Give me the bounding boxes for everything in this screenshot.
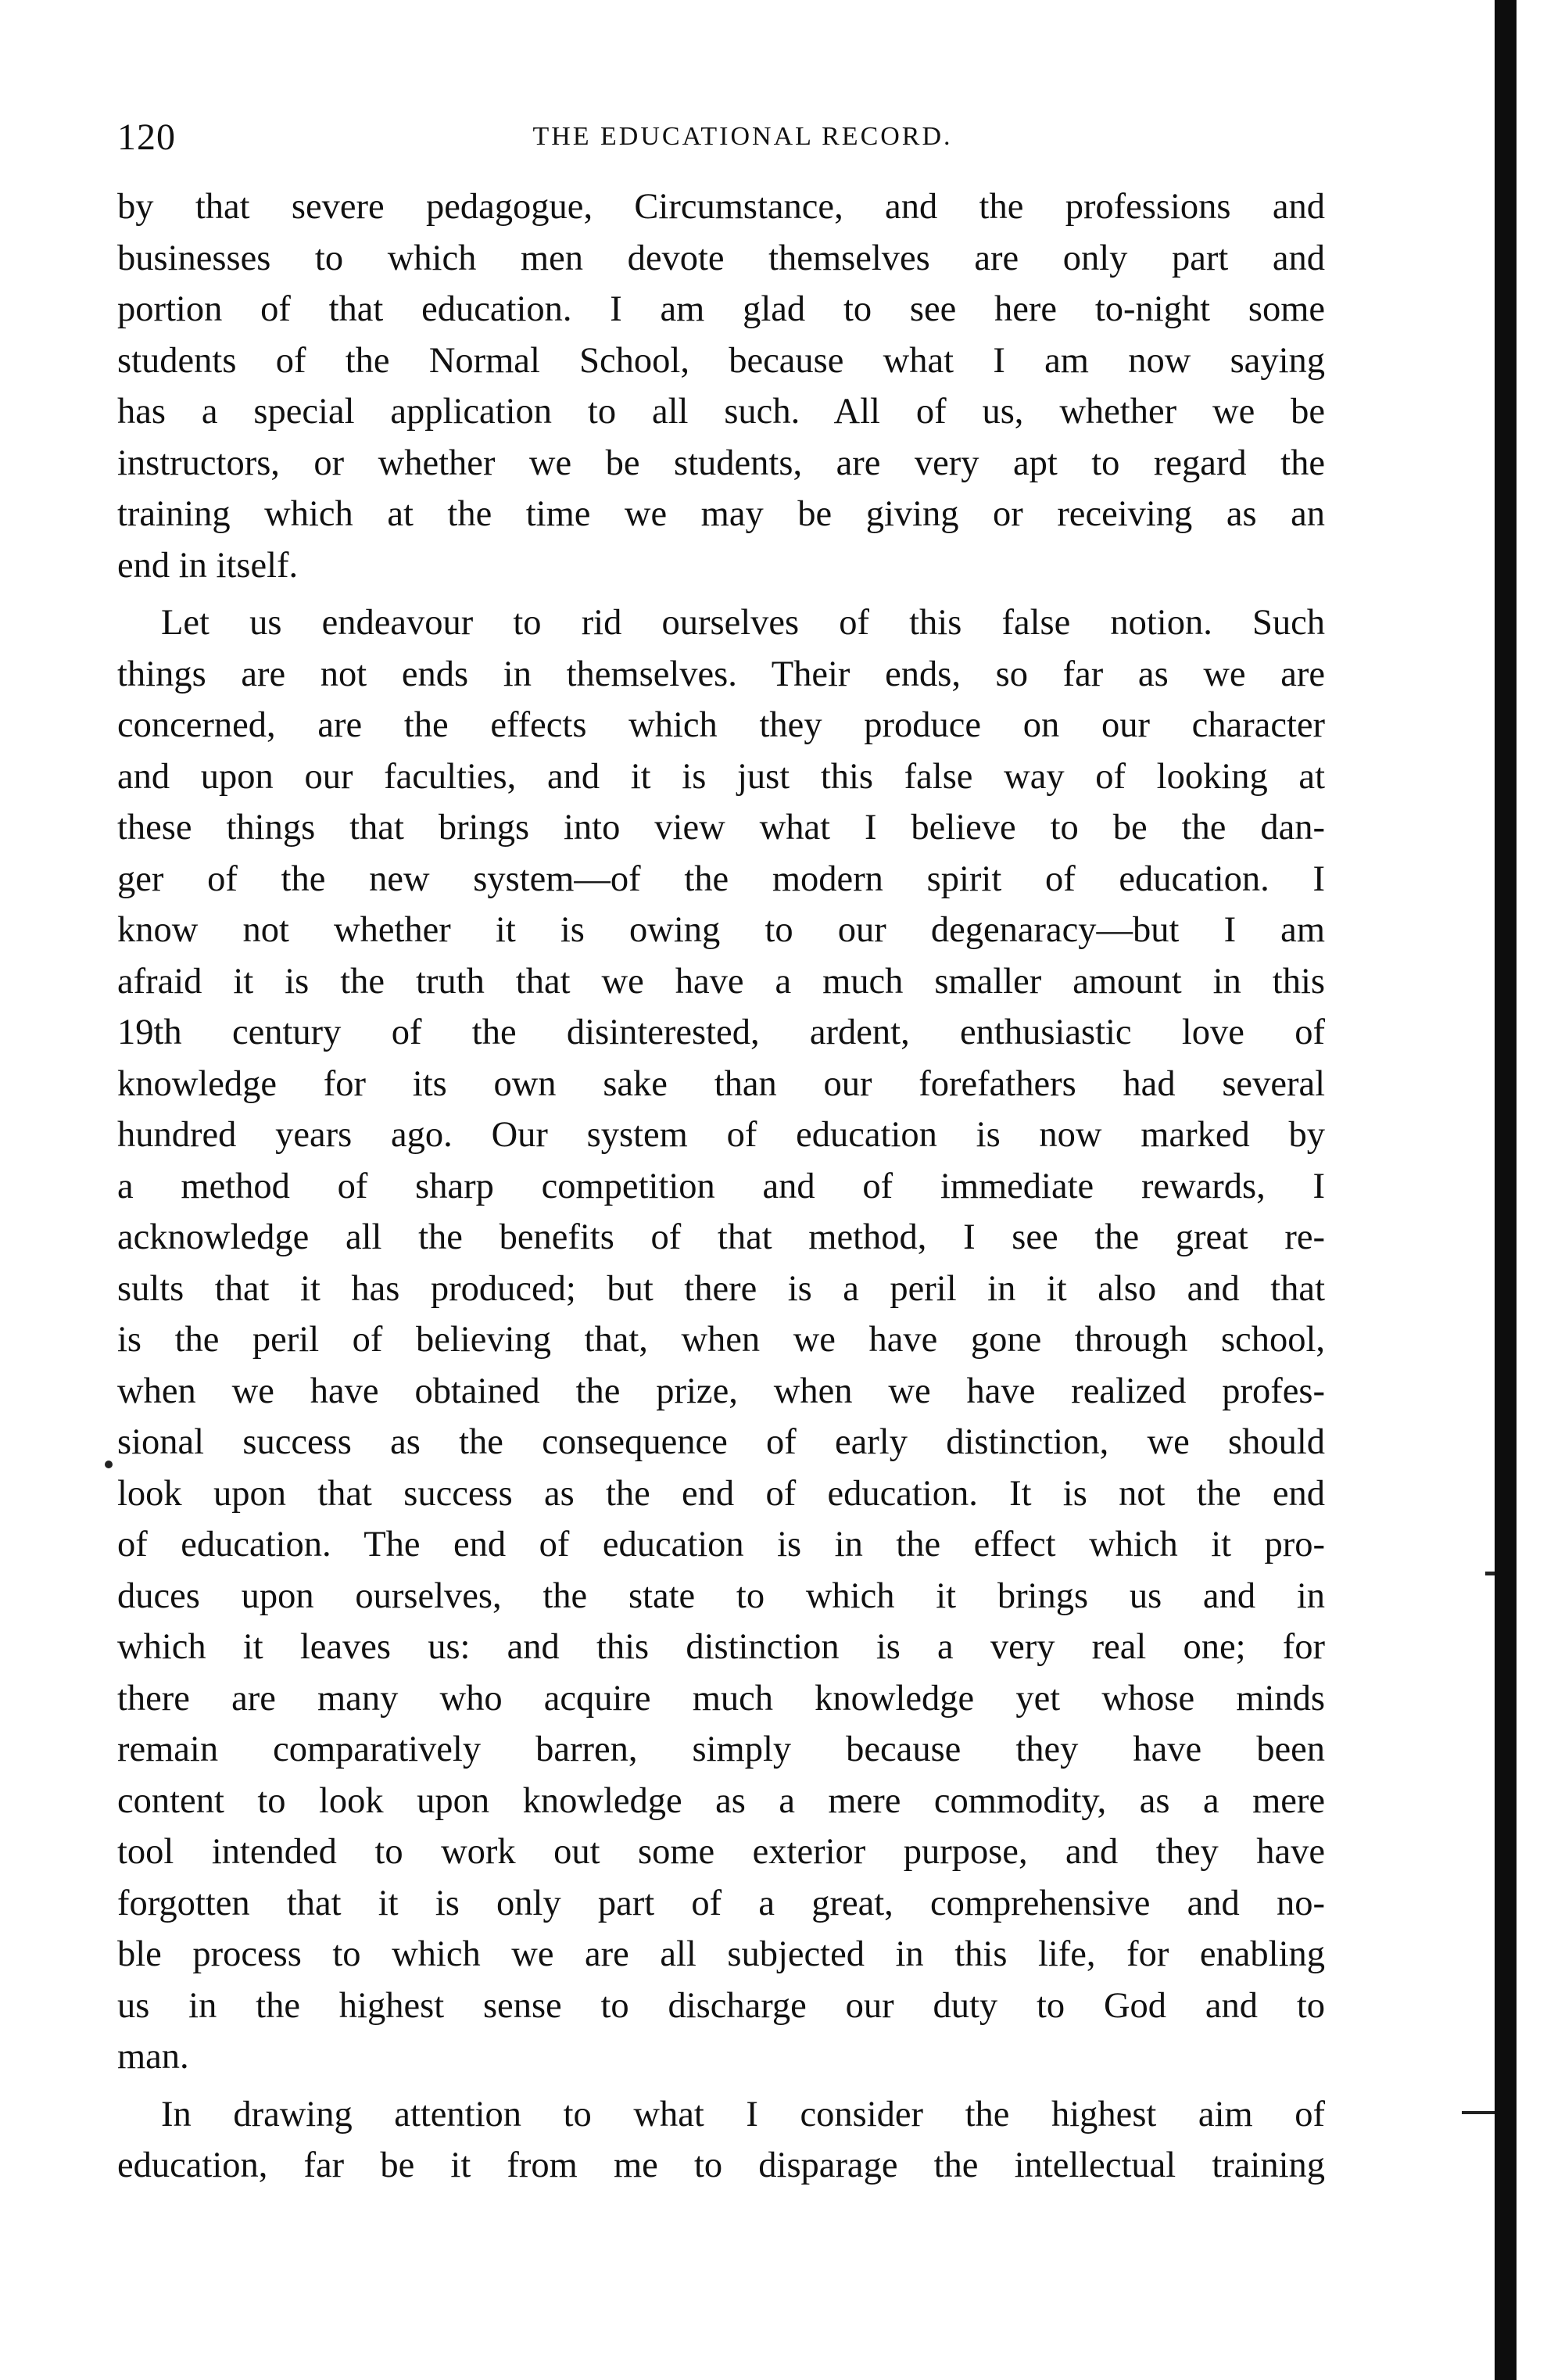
text-line: hundred years ago. Our system of education is now marked by — [117, 1115, 1325, 1155]
text-line: things are not ends in themselves. Their ends, so far as we are — [117, 654, 1325, 694]
text-line: concerned, are the effects which they produce on our character — [117, 705, 1325, 745]
text-line: remain comparatively barren, simply because they have been — [117, 1729, 1325, 1769]
text-line: students of the Normal School, because what I am now saying — [117, 340, 1325, 381]
paragraph-break — [117, 2083, 1325, 2089]
text-line: sional success as the consequence of early distinction, we should — [117, 1422, 1325, 1462]
scan-edge-bar — [1495, 0, 1517, 2380]
text-line: and upon our faculties, and it is just this false way of looking at — [117, 756, 1325, 797]
text-line: there are many who acquire much knowledge yet whose minds — [117, 1678, 1325, 1719]
text-line: In drawing attention to what I consider the highest aim of — [161, 2094, 1325, 2134]
page-header — [117, 116, 1321, 163]
text-line: tool intended to work out some exterior purpose, and they have — [117, 1832, 1325, 1872]
text-line: sults that it has produced; but there is a peril in it also and that — [117, 1268, 1325, 1309]
text-line: us in the highest sense to discharge our duty to God and to — [117, 1985, 1325, 2026]
text-line: 19th century of the disinterested, ardent, enthusiastic love of — [117, 1013, 1325, 1052]
text-line: ger of the new system—of the modern spirit of education. I — [117, 858, 1325, 899]
text-line: a method of sharp competition and of immediate rewards, I — [117, 1166, 1325, 1206]
text-line: forgotten that it is only part of a great, comprehensive and no- — [117, 1883, 1325, 1923]
text-line: duces upon ourselves, the state to which it brings us and in — [117, 1575, 1325, 1616]
text-line: has a special application to all such. All of us, whether we be — [117, 392, 1325, 432]
stray-ink-dot — [105, 1461, 113, 1468]
text-line: of education. The end of education is in the effect which it pro- — [117, 1525, 1325, 1565]
text-line: man. — [117, 2037, 189, 2077]
text-line: when we have obtained the prize, when we have realized profes- — [117, 1371, 1325, 1411]
text-line: these things that brings into view what I believe to be the dan- — [117, 808, 1325, 848]
running-title: THE EDUCATIONAL RECORD. — [532, 122, 953, 151]
text-line: know not whether it is owing to our degenaracy—but I am — [117, 910, 1325, 950]
text-line: by that severe pedagogue, Circumstance, and the professions and — [117, 187, 1325, 227]
scan-edge-mark — [1485, 1572, 1495, 1575]
text-line: look upon that success as the end of education. It is not the end — [117, 1473, 1325, 1514]
scan-edge-mark — [1462, 2111, 1495, 2114]
text-line: ble process to which we are all subjected in this life, for enabling — [117, 1934, 1325, 1974]
text-line: businesses to which men devote themselves are only part and — [117, 238, 1325, 278]
text-line: training which at the time we may be giving or receiving as an — [117, 494, 1325, 534]
paragraph-break — [117, 591, 1325, 597]
text-line: is the peril of believing that, when we have gone through school, — [117, 1320, 1325, 1360]
text-line: instructors, or whether we be students, are very apt to regard the — [117, 443, 1325, 483]
text-line: which it leaves us: and this distinction is a very real one; for — [117, 1627, 1325, 1667]
text-line: Let us endeavour to rid ourselves of this false notion. Such — [161, 603, 1325, 643]
text-line: acknowledge all the benefits of that method, I see the great re- — [117, 1217, 1325, 1257]
page-number: 120 — [117, 116, 176, 158]
text-line: afraid it is the truth that we have a much smaller amount in this — [117, 961, 1325, 1002]
text-line: content to look upon knowledge as a mere commodity, as a mere — [117, 1780, 1325, 1821]
text-line: knowledge for its own sake than our forefathers had several — [117, 1063, 1325, 1104]
text-line: education, far be it from me to disparage the intellectual training — [117, 2145, 1325, 2185]
text-line: end in itself. — [117, 545, 299, 586]
body-text — [117, 181, 1325, 2192]
text-line: portion of that education. I am glad to see here to-night some — [117, 289, 1325, 329]
